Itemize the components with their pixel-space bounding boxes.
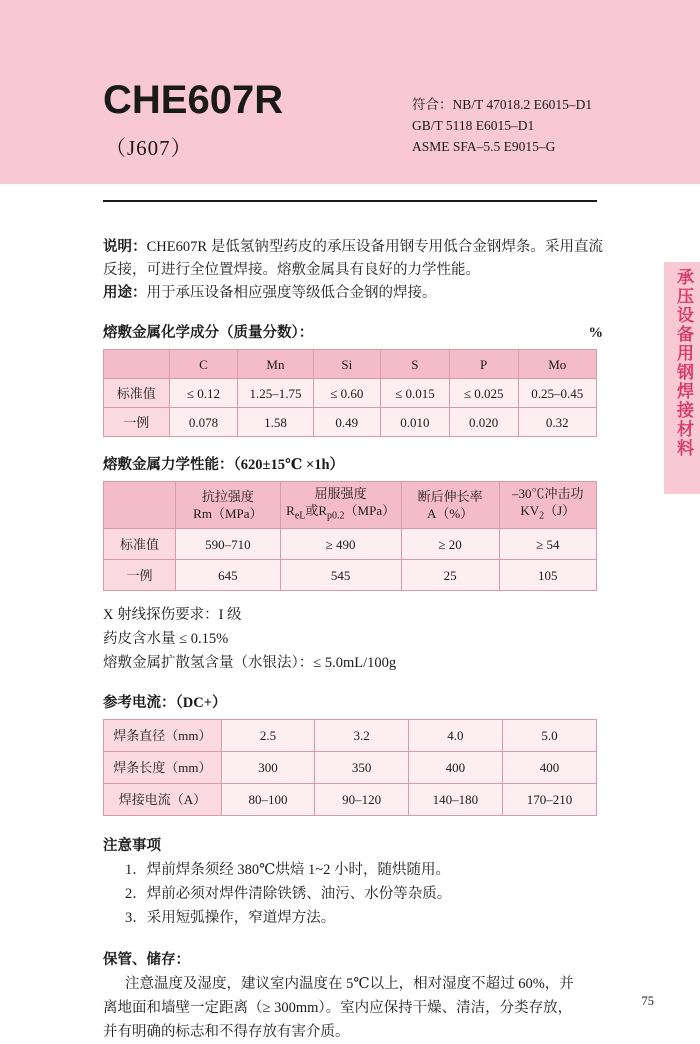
usage-label: 用途： xyxy=(103,285,147,301)
table-header-row xyxy=(104,350,597,379)
page-title: CHE607R xyxy=(103,78,284,122)
standards-item-2: ASME SFA–5.5 E9015–G xyxy=(412,139,556,154)
table-row xyxy=(104,720,597,752)
extra-spec-1: 药皮含水量 ≤ 0.15% xyxy=(103,631,229,647)
cur-row-0-label: 焊条直径（mm） xyxy=(104,720,222,752)
cur-row-1-label: 焊条长度（mm） xyxy=(104,752,222,784)
mech-col-1 xyxy=(176,482,281,529)
table-row xyxy=(104,379,597,408)
mech-row-1-a: 25 xyxy=(401,560,499,591)
chem-col-4: S xyxy=(381,350,450,379)
cur-row-0-v2: 4.0 xyxy=(408,720,502,752)
chem-col-6: Mo xyxy=(518,350,597,379)
chem-col-3: Si xyxy=(313,350,380,379)
mech-col-2 xyxy=(280,482,401,529)
cur-row-1-v1: 350 xyxy=(315,752,409,784)
notes-list xyxy=(103,858,603,930)
extra-spec-0: X 射线探伤要求：I 级 xyxy=(103,607,242,623)
mech-row-1-kv: 105 xyxy=(499,560,596,591)
mechanical-properties-table xyxy=(103,481,597,591)
chemical-composition-table xyxy=(103,349,597,437)
description-label: 说明： xyxy=(103,239,147,255)
standards-item-0: NB/T 47018.2 E6015–D1 xyxy=(452,97,593,112)
table-row xyxy=(104,408,597,437)
chem-col-1: C xyxy=(169,350,238,379)
mech-col-2-line2: $R_{eL}$或$R_{p0.2}(MPa)$ xyxy=(286,503,396,522)
mech-col-0 xyxy=(104,482,176,529)
mech-table-title: 熔敷金属力学性能：（620±15℃ ×1h） xyxy=(103,457,345,473)
chem-row-1-label: 一例 xyxy=(104,408,170,437)
mech-col-4 xyxy=(499,482,596,529)
description-paragraph xyxy=(103,236,603,282)
chem-row-0-c: ≤ 0.12 xyxy=(169,379,238,408)
chem-row-0-mo: 0.25–0.45 xyxy=(518,379,597,408)
cur-row-2-v1: 90–120 xyxy=(315,784,409,816)
current-table-title: 参考电流：（DC+） xyxy=(103,695,227,711)
storage-title: 保管、储存： xyxy=(103,952,190,968)
document-content xyxy=(103,236,603,1044)
chem-row-1-mo: 0.32 xyxy=(518,408,597,437)
standards-row-0 xyxy=(412,94,592,115)
mech-row-0-a: ≥ 20 xyxy=(401,529,499,560)
storage-line-0: 注意温度及湿度，建议室内温度在 5℃以上，相对湿度不超过 60%，并 xyxy=(125,976,574,992)
cur-row-1-v2: 400 xyxy=(408,752,502,784)
mech-row-0-rm: 590–710 xyxy=(176,529,281,560)
chem-col-0 xyxy=(104,350,170,379)
storage-line-1: 离地面和墙壁一定距离（≥ 300mm）。室内应保持干燥、清洁，分类存放， xyxy=(103,1000,573,1016)
chem-row-0-si: ≤ 0.60 xyxy=(313,379,380,408)
storage-line-2: 并有明确的标志和不得存放有害介质。 xyxy=(103,1024,350,1040)
page-subtitle: （J607） xyxy=(105,136,193,160)
cur-row-1-v3: 400 xyxy=(502,752,596,784)
chem-row-0-mn: 1.25–1.75 xyxy=(238,379,313,408)
mech-row-1-rm: 645 xyxy=(176,560,281,591)
standards-prefix: 符合： xyxy=(412,97,453,112)
chem-row-1-p: 0.020 xyxy=(449,408,518,437)
mech-row-1-label: 一例 xyxy=(104,560,176,591)
title-block xyxy=(103,78,403,162)
chem-row-1-mn: 1.58 xyxy=(238,408,313,437)
mech-col-3-line1: 断后伸长率 xyxy=(417,489,483,504)
spacer-1 xyxy=(103,305,603,323)
chem-row-1-si: 0.49 xyxy=(313,408,380,437)
cur-row-0-v3: 5.0 xyxy=(502,720,596,752)
spacer-3 xyxy=(103,591,603,603)
table-row xyxy=(104,784,597,816)
mech-row-0-rel: ≥ 490 xyxy=(280,529,401,560)
extra-spec-2: 熔敷金属扩散氢含量（水银法）：≤ 5.0mL/100g xyxy=(103,655,397,671)
reference-current-table xyxy=(103,719,597,816)
chem-row-0-label: 标准值 xyxy=(104,379,170,408)
mech-col-4-line1: –30℃冲击功 xyxy=(512,486,584,502)
standards-row-1 xyxy=(412,115,592,136)
cur-row-0-v1: 3.2 xyxy=(315,720,409,752)
mech-row-0-kv: ≥ 54 xyxy=(499,529,596,560)
table-header-row xyxy=(104,482,597,529)
chem-title-text: 熔敷金属化学成分（质量分数）： xyxy=(103,325,314,341)
page-number: 75 xyxy=(641,994,654,1008)
cur-row-2-v3: 170–210 xyxy=(502,784,596,816)
table-row xyxy=(104,529,597,560)
header-divider xyxy=(103,200,597,202)
chem-row-1-s: 0.010 xyxy=(381,408,450,437)
cur-row-1-v0: 300 xyxy=(221,752,315,784)
note-item-2: 3．采用短弧操作，窄道焊方法。 xyxy=(125,910,336,926)
standards-row-2 xyxy=(412,136,592,157)
note-item-0: 1．焊前焊条须经 380℃烘焙 1~2 小时，随烘随用。 xyxy=(125,862,450,878)
usage-text: 用于承压设备相应强度等级低合金钢的焊接。 xyxy=(146,285,437,301)
chem-row-0-s: ≤ 0.015 xyxy=(381,379,450,408)
mech-col-1-line1: 抗拉强度 xyxy=(201,489,254,504)
notes-title: 注意事项 xyxy=(103,838,161,854)
spacer-4 xyxy=(103,675,603,693)
chem-row-0-p: ≤ 0.025 xyxy=(449,379,518,408)
mech-row-1-rel: 545 xyxy=(280,560,401,591)
spacer-6 xyxy=(103,930,603,948)
standards-item-1: GB/T 5118 E6015–D1 xyxy=(412,118,535,133)
standards-list xyxy=(412,94,592,157)
mech-col-3-line2: A（%） xyxy=(426,506,474,521)
cur-row-2-label: 焊接电流（A） xyxy=(104,784,222,816)
mech-col-2-line1: 屈服强度 xyxy=(314,486,367,502)
chem-col-2: Mn xyxy=(238,350,313,379)
table-row xyxy=(104,752,597,784)
chem-unit: % xyxy=(588,325,603,341)
spacer-5 xyxy=(103,816,603,834)
description-text: CHE607R 是低氢钠型药皮的承压设备用钢专用低合金钢焊条。采用直流反接，可进行全位置焊接。熔敷金属具有良好的力学性能。 xyxy=(103,239,604,278)
note-item-1: 2．焊前必须对焊件清除铁锈、油污、水份等杂质。 xyxy=(125,886,452,902)
chem-table-title xyxy=(103,323,603,343)
extra-specs xyxy=(103,603,603,675)
cur-row-0-v0: 2.5 xyxy=(221,720,315,752)
table-row xyxy=(104,560,597,591)
mech-row-0-label: 标准值 xyxy=(104,529,176,560)
mech-col-1-line2: Rm（MPa） xyxy=(193,506,263,521)
cur-row-2-v2: 140–180 xyxy=(408,784,502,816)
mech-col-3 xyxy=(401,482,499,529)
chem-col-5: P xyxy=(449,350,518,379)
usage-paragraph xyxy=(103,282,603,305)
spacer-2 xyxy=(103,437,603,455)
cur-row-2-v0: 80–100 xyxy=(221,784,315,816)
side-tab-label: 承压设备用钢焊接材料 xyxy=(674,268,693,458)
mech-col-4-line2: $KV_2(J)$ xyxy=(520,503,576,522)
chem-row-1-c: 0.078 xyxy=(169,408,238,437)
storage-text xyxy=(103,972,603,1044)
